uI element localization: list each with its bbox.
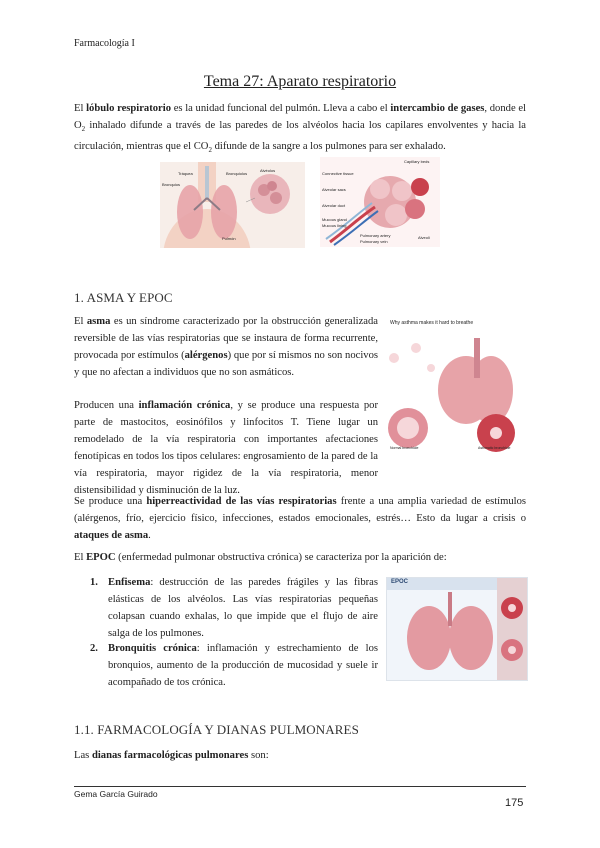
figure1-label: Alvéolos [260,168,276,173]
figure2-label: Capillary beds [404,159,430,164]
page-title: Tema 27: Aparato respiratorio [203,73,397,90]
figure1-label: Pulmón [222,236,236,241]
list-item: 1. Enfisema: destrucción de las paredes frágiles y las fibras elásticas de los alvéolos. Las vías respiratorias pequeñas colapsan cuando exhalas, lo que impide que el flujo de aire salga de los pulmones. [90,577,378,639]
figure2-label: Mucous lining [322,223,347,228]
asthma-figure-title: Why asthma makes it hard to breathe [390,320,474,326]
figure2-label: Alveoli [418,235,430,240]
respiratory-system-figure [160,162,305,248]
figure2-label: Alveolar duct [322,203,346,208]
footer-author: Gema García Guirado [74,789,158,799]
inflammation-paragraph: Producen una inflamación crónica, y se produce una respuesta por parte de mastocitos, eosinófilos y linfocitos T. Tiene lugar un remodelado de la vía respiratoria con importantes afectaciones fenotípicas en todos los tipos celulares: engrosamiento de la pared de la vía respiratoria, mayor rigidez de la vía respiratoria, menor distensibilidad y disminución de la luz. [74,400,378,496]
copd-figure [386,577,528,681]
running-header: Farmacología I [74,38,135,49]
alveolar-sacs-figure [320,157,440,247]
subsection-heading: 1.1. FARMACOLOGÍA Y DIANAS PULMONARES [74,722,359,737]
intro-paragraph: El lóbulo respiratorio es la unidad funcional del pulmón. Lleva a cabo el intercambio de gases, donde el $O_2$ inhalado difunde a través de las paredes de los alvéolos hacia los capilares envolventes y hacia la circulación, mientras que el $CO_2$ difunde de la sangre a los pulmones para ser exhalado. [74,103,526,155]
page-number: 175 [505,797,524,809]
asthma-figure [386,318,526,456]
figure2-label: Connective tissue [322,171,354,176]
hyperreactivity-paragraph: Se produce una hiperreactividad de las vías respiratorias frente a una amplia variedad de estímulos (alérgenos, frío, ejercicio físico, infecciones, estados emocionales, estrés… Esto da lugar a crisis o ataques de asma. [74,496,526,541]
epoc-paragraph: El EPOC (enfermedad pulmonar obstructiva crónica) se caracteriza por la aparición de: [74,552,447,563]
section-heading: 1. ASMA Y EPOC [74,290,173,305]
figure2-label: Pulmonary vein [360,239,388,244]
figure2-label: Mucous gland [322,217,347,222]
footer-divider [74,786,526,787]
asthma-figure-label: Normal bronchiole [390,446,419,450]
list-item: 2. Bronquitis crónica: inflamación y estrechamiento de los bronquios, aumento de la producción de mucosidad y suele ir acompañado de tos crónica. [90,643,378,688]
figure2-label: Alveolar sacs [322,187,346,192]
targets-paragraph: Las dianas farmacológicas pulmonares son: [74,750,269,761]
asthma-paragraph: El asma es un síndrome caracterizado por la obstrucción generalizada reversible de las vías respiratorias que se instaura de forma recurrente, provocada por estímulos (alérgenos) que por sí mismos no son nocivos y que no afectan a individuos que no son asmáticos. [74,316,378,378]
figure2-label: Pulmonary artery [360,233,391,238]
figure1-label: Tráquea [178,171,193,176]
figure1-label: Bronquios [162,182,181,187]
copd-figure-title: EPOC [391,579,409,585]
asthma-figure-label: Asthmatic bronchiole [478,446,511,450]
figure1-label: Bronquiolos [226,171,248,176]
